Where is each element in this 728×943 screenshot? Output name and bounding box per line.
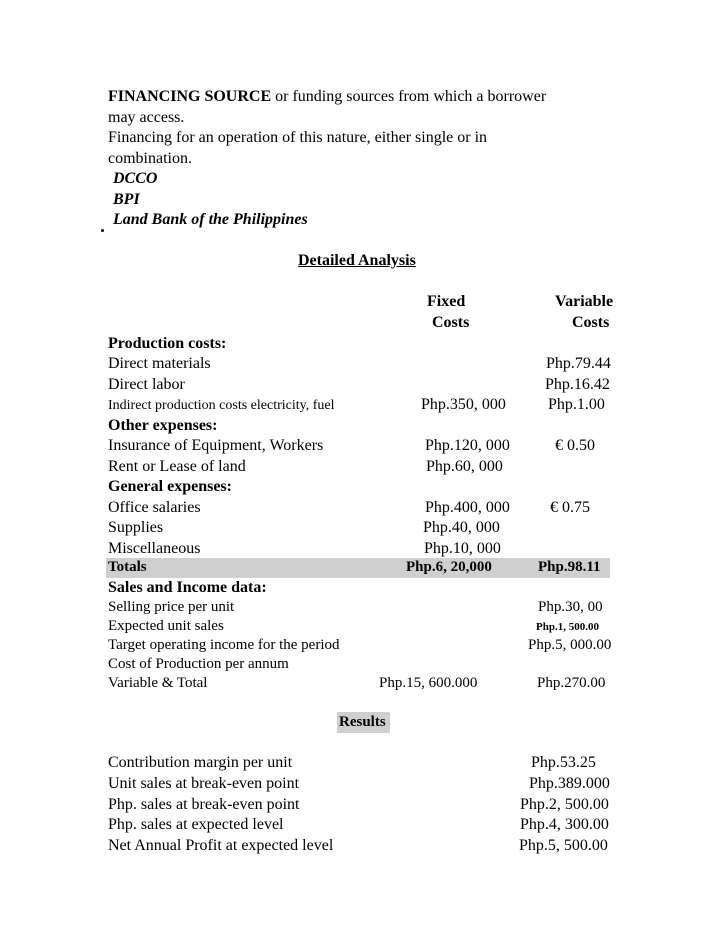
- variable-value: Php.1.00: [548, 396, 605, 413]
- result-label: Unit sales at break-even point: [108, 775, 300, 792]
- totals-row-highlight: [106, 558, 610, 578]
- row-label: Supplies: [108, 519, 164, 536]
- financing-heading-rest: or funding sources from which a borrower: [271, 88, 547, 105]
- financing-heading: [108, 87, 546, 107]
- section-header: Sales and Income data:: [108, 579, 267, 596]
- row-label: Miscellaneous: [108, 540, 201, 557]
- row-label: Cost of Production per annum: [108, 656, 289, 672]
- source-item: Land Bank of the Philippines: [113, 211, 308, 228]
- row-label: Direct labor: [108, 376, 185, 393]
- result-value: Php.5, 500.00: [519, 837, 608, 854]
- totals-label: Totals: [108, 559, 147, 575]
- row-label: Target operating income for the period: [108, 637, 340, 653]
- col-header-variable: Costs: [572, 314, 610, 331]
- analysis-title: Detailed Analysis: [298, 252, 416, 269]
- col-header-variable: Variable: [555, 293, 614, 310]
- result-value: Php.53.25: [531, 754, 596, 771]
- col-header-fixed: Costs: [432, 314, 470, 331]
- fixed-value: Php.350, 000: [421, 396, 506, 413]
- variable-value: € 0.75: [550, 499, 590, 516]
- fixed-value: Php.400, 000: [425, 499, 510, 516]
- section-header: Production costs:: [108, 335, 227, 352]
- result-label: Contribution margin per unit: [108, 754, 293, 771]
- row-label: Direct materials: [108, 355, 211, 372]
- sales-value: Php.1, 500.00: [536, 621, 599, 633]
- fixed-value: Php.40, 000: [423, 519, 500, 536]
- result-label: Php. sales at break-even point: [108, 796, 300, 813]
- intro-line: Financing for an operation of this nature, either single or in: [108, 129, 488, 146]
- totals-fixed: Php.6, 20,000: [406, 559, 492, 575]
- source-item: BPI: [113, 191, 140, 208]
- bullet-dot: [101, 229, 104, 232]
- financing-heading-bold: FINANCING SOURCE: [108, 88, 272, 105]
- fixed-value: Php.10, 000: [424, 540, 501, 557]
- totals-variable: Php.98.11: [538, 559, 601, 575]
- row-label: Office salaries: [108, 499, 201, 516]
- section-header: Other expenses:: [108, 417, 218, 434]
- intro-line: combination.: [108, 150, 192, 167]
- intro-line: may access.: [108, 109, 185, 126]
- variable-value: Php.270.00: [537, 675, 606, 691]
- variable-value: Php.79.44: [546, 355, 611, 372]
- row-label: Indirect production costs electricity, fuel: [108, 398, 335, 413]
- results-title: Results: [339, 714, 386, 730]
- result-value: Php.4, 300.00: [520, 816, 609, 833]
- row-label: Selling price per unit: [108, 599, 235, 615]
- row-label: Rent or Lease of land: [108, 458, 246, 475]
- source-item: DCCO: [113, 170, 158, 187]
- row-label: Insurance of Equipment, Workers: [108, 437, 324, 454]
- sales-value: Php.5, 000.00: [528, 637, 612, 653]
- variable-value: Php.16.42: [545, 376, 610, 393]
- fixed-value: Php.60, 000: [426, 458, 503, 475]
- variable-value: € 0.50: [555, 437, 595, 454]
- row-label: Variable & Total: [108, 675, 208, 691]
- sales-value: Php.30, 00: [538, 599, 603, 615]
- result-value: Php.2, 500.00: [520, 796, 609, 813]
- section-header: General expenses:: [108, 478, 232, 495]
- fixed-value: Php.15, 600.000: [379, 675, 478, 691]
- col-header-fixed: Fixed: [427, 293, 466, 310]
- result-value: Php.389.000: [529, 775, 610, 792]
- result-label: Net Annual Profit at expected level: [108, 837, 334, 854]
- result-label: Php. sales at expected level: [108, 816, 284, 833]
- fixed-value: Php.120, 000: [425, 437, 510, 454]
- row-label: Expected unit sales: [108, 618, 224, 634]
